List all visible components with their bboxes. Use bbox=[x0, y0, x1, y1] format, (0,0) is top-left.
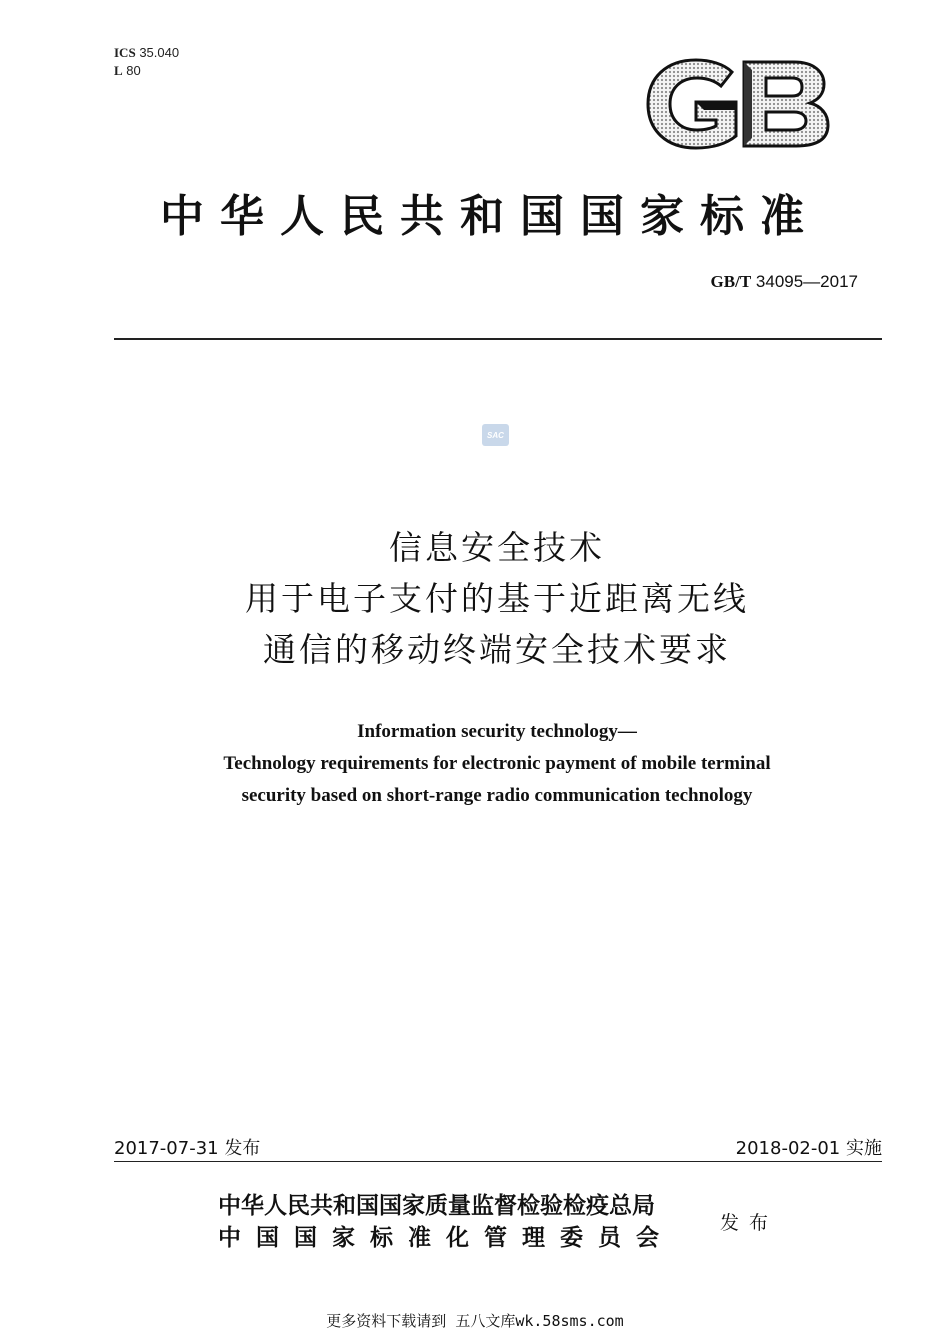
english-title-line-3: security based on short-range radio communication technology bbox=[241, 785, 753, 806]
gb-logo bbox=[644, 58, 830, 150]
classification-codes bbox=[114, 44, 179, 80]
sac-logo-text: SAC bbox=[487, 431, 504, 440]
issuer-line-1: 中华人民共和国国家质量监督检验检疫总局 bbox=[218, 1192, 655, 1219]
ics-label: ICS bbox=[114, 45, 136, 60]
english-title bbox=[100, 716, 894, 812]
standard-prefix: GB/T bbox=[710, 272, 752, 291]
top-divider bbox=[114, 338, 882, 340]
ccs-line bbox=[114, 62, 179, 80]
implement-date-label: 实施 bbox=[846, 1138, 882, 1159]
english-title-line-1: Information security technology— bbox=[357, 721, 637, 742]
ccs-label: L bbox=[114, 63, 123, 78]
chinese-title-line-3: 通信的移动终端安全技术要求 bbox=[263, 630, 731, 669]
ccs-code: 80 bbox=[126, 63, 141, 78]
standard-code: 34095—2017 bbox=[755, 272, 858, 291]
standard-number bbox=[711, 272, 858, 292]
ics-code: 35.040 bbox=[139, 45, 180, 60]
chinese-title bbox=[100, 522, 894, 675]
issuer-line-2: 中国国家标准化管理委员会 bbox=[218, 1224, 674, 1251]
issuing-authorities bbox=[218, 1190, 674, 1254]
issue-date bbox=[114, 1134, 260, 1160]
implement-date-value: 2018-02-01 bbox=[735, 1138, 841, 1159]
sac-logo bbox=[482, 424, 509, 446]
issue-date-value: 2017-07-31 bbox=[114, 1138, 219, 1159]
bottom-divider bbox=[114, 1161, 882, 1162]
english-title-line-2: Technology requirements for electronic payment of mobile terminal bbox=[223, 753, 771, 774]
chinese-title-line-1: 信息安全技术 bbox=[389, 528, 605, 567]
implement-date bbox=[736, 1134, 882, 1160]
chinese-title-line-2: 用于电子支付的基于近距离无线 bbox=[245, 579, 749, 618]
ics-line bbox=[114, 44, 179, 62]
issue-date-label: 发布 bbox=[224, 1138, 261, 1159]
national-standard-title: 中华人民共和国国家标准 bbox=[160, 191, 820, 242]
footer-note: 更多资料下载请到 五八文库wk.58sms.com bbox=[326, 1312, 624, 1330]
publish-label: 发布 bbox=[720, 1212, 779, 1234]
